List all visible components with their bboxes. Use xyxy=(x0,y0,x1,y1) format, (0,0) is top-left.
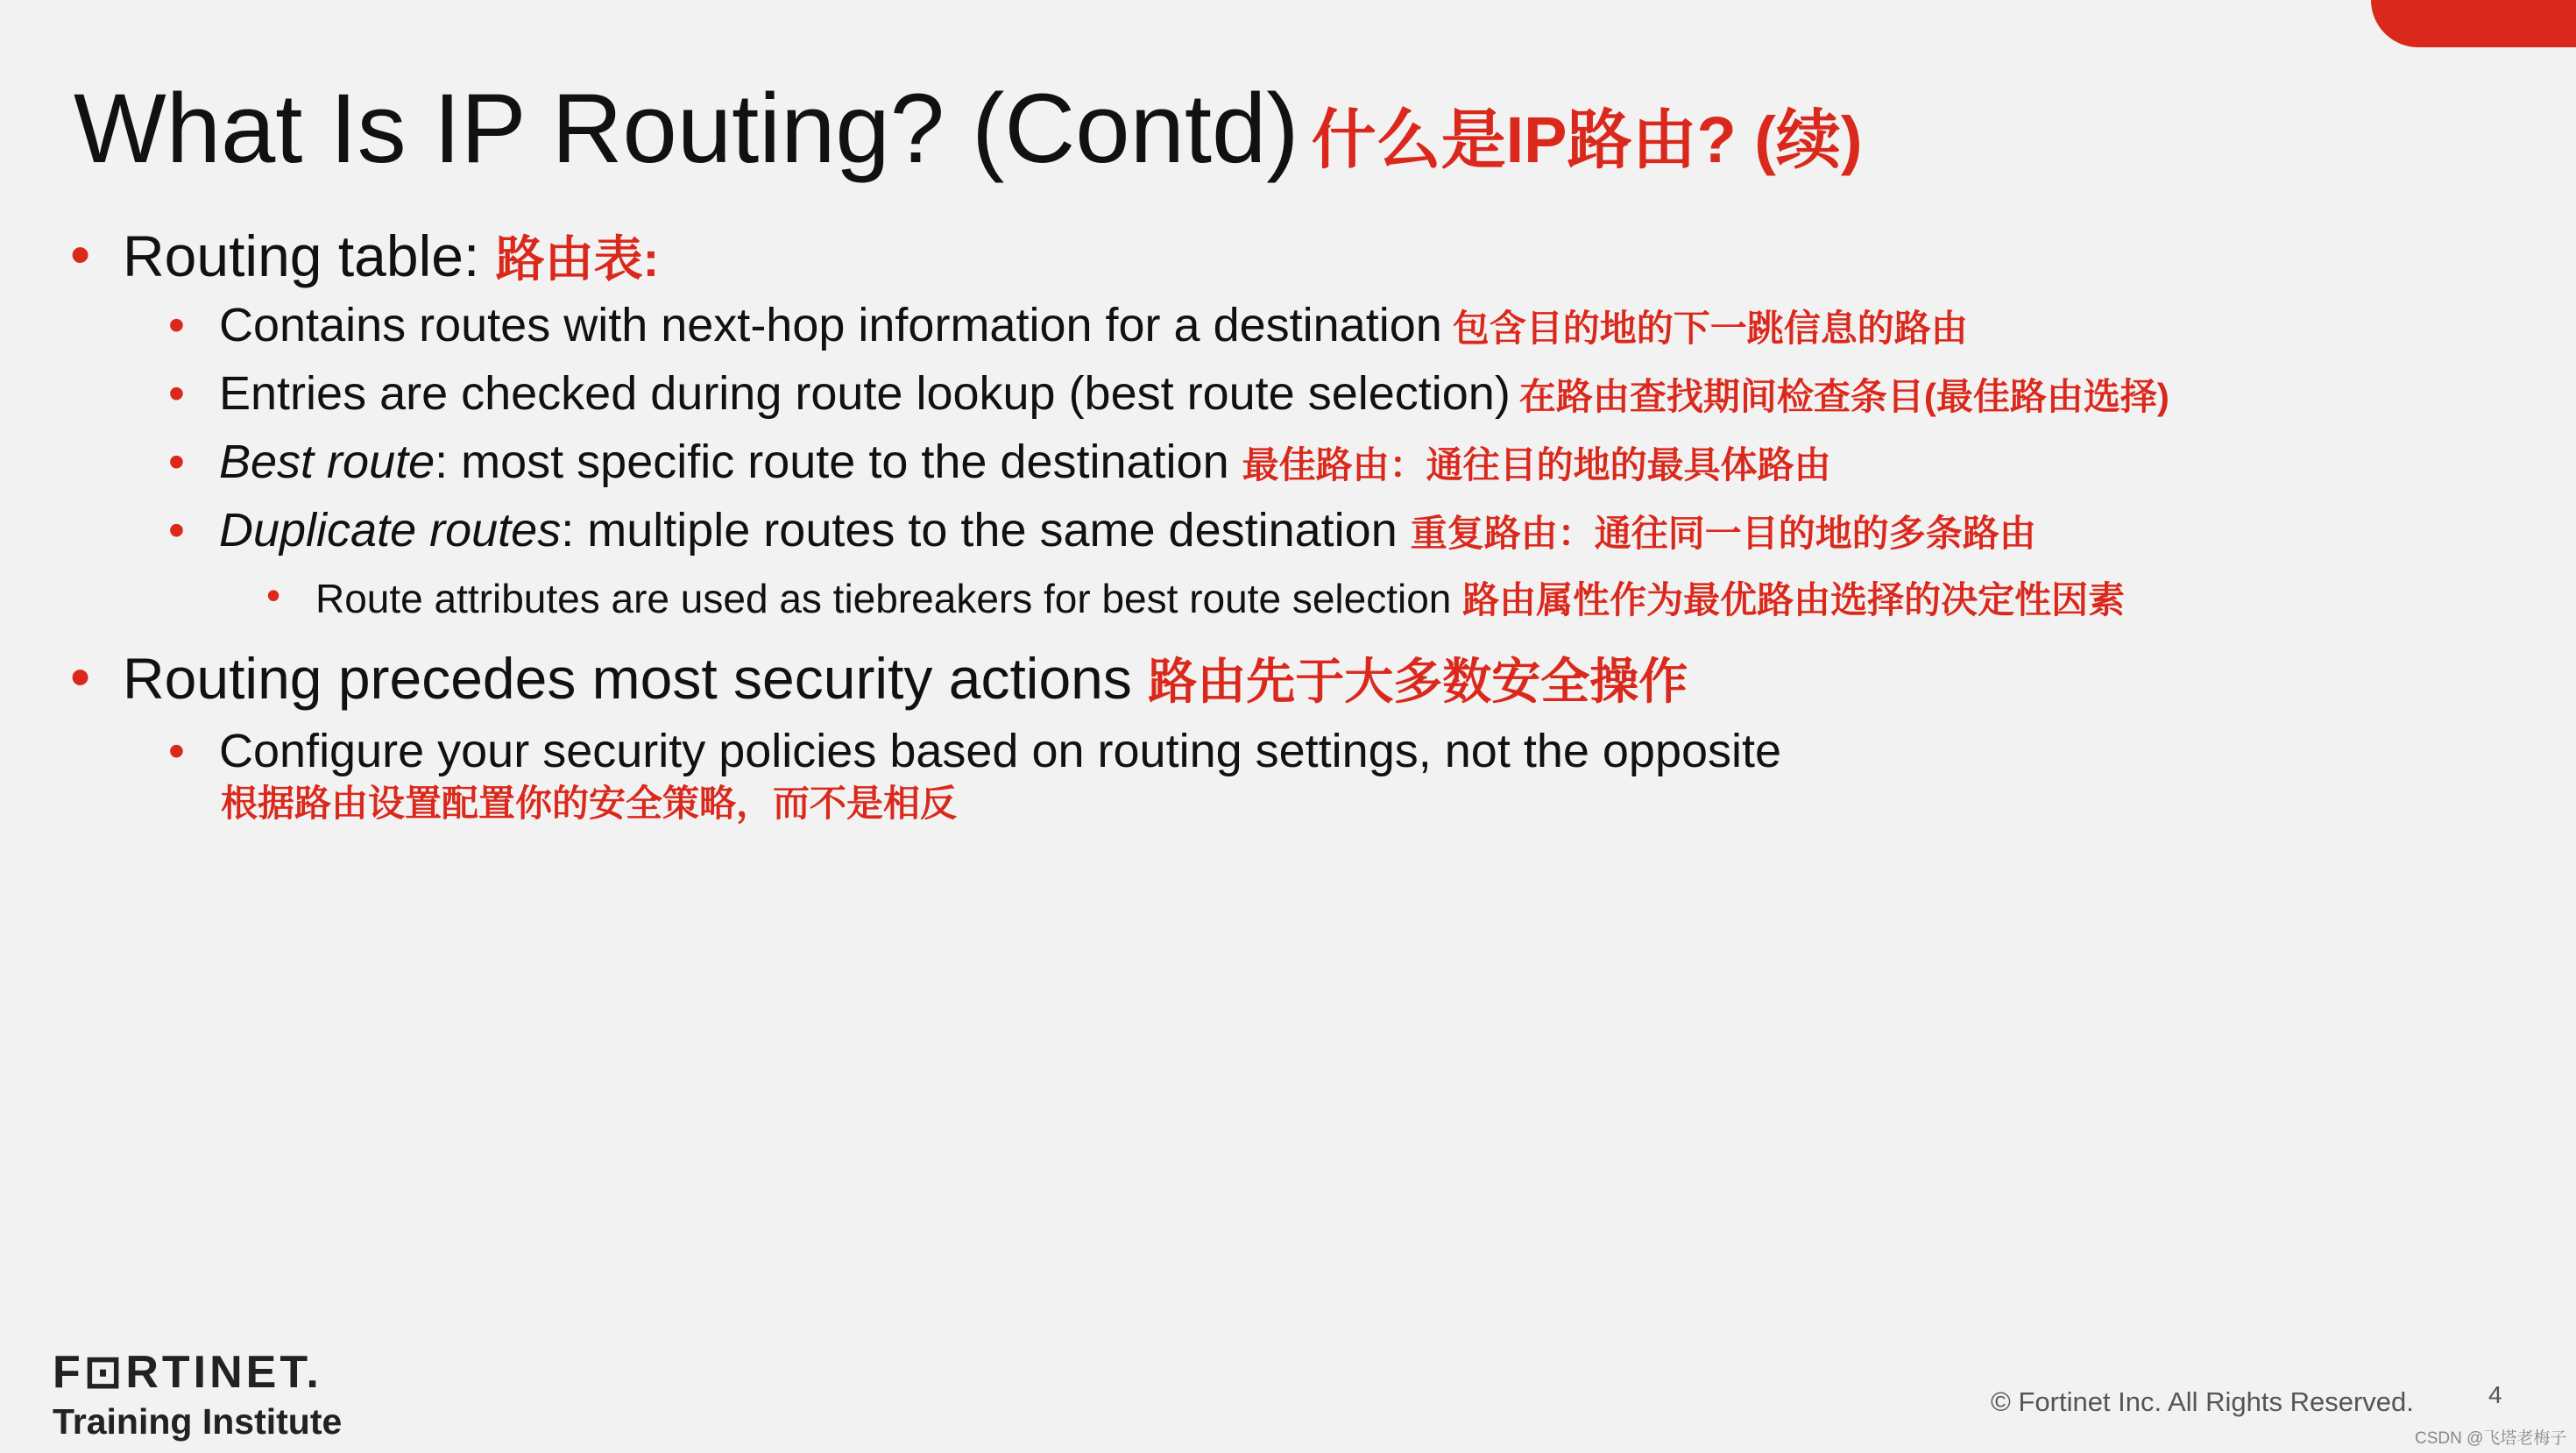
bullet-text: Routing table: xyxy=(123,223,496,288)
bullet-text-cn: 根据路由设置配置你的安全策略，而不是相反 xyxy=(221,783,958,824)
logo-subtitle: Training Institute xyxy=(53,1401,343,1442)
title-chinese: 什么是IP路由? (续) xyxy=(1311,103,1863,176)
bullet-dot: • xyxy=(168,436,185,488)
bullet-text: Entries are checked during route lookup (best route selection) xyxy=(219,367,1511,420)
bullet-text: Routing precedes most security actions xyxy=(123,646,1149,711)
bullet-text: Contains routes with next-hop information for a destination xyxy=(219,299,1442,351)
bullet-contains-routes xyxy=(168,298,1968,352)
watermark: CSDN @飞塔老梅子 xyxy=(2415,1429,2567,1448)
bullet-dot: • xyxy=(168,725,185,777)
bullet-configure-policies xyxy=(168,724,1781,778)
bullet-text: Configure your security policies based on routing settings, not the opposite xyxy=(219,725,1782,777)
fortinet-logo xyxy=(53,1347,343,1442)
bullet-entries-checked xyxy=(168,366,2169,421)
page-number: 4 xyxy=(2488,1381,2502,1408)
bullet-text-cn: 在路由查找期间检查条目(最佳路由选择) xyxy=(1518,376,2169,417)
bullet-text: : multiple routes to the same destination xyxy=(561,504,1411,556)
bullet-text-cn: 包含目的地的下一跳信息的路由 xyxy=(1452,308,1968,349)
bullet-text: Route attributes are used as tiebreakers for best route selection xyxy=(315,576,1463,621)
bullet-text-cn: 路由表: xyxy=(495,231,660,287)
bullet-dot: • xyxy=(168,504,185,556)
bullet-text-cn: 路由先于大多数安全操作 xyxy=(1148,654,1688,709)
bullet-text-cn: 重复路由：通往同一目的地的多条路由 xyxy=(1410,513,2036,554)
bullet-dot: • xyxy=(168,299,185,351)
bullet-text-italic: Best route xyxy=(219,436,435,488)
bullet-text-cn: 路由属性作为最优路由选择的决定性因素 xyxy=(1462,579,2126,620)
corner-accent-bar xyxy=(2371,0,2576,47)
bullet-dot: • xyxy=(266,572,281,618)
bullet-dot: • xyxy=(70,222,91,287)
bullet-routing-precedes xyxy=(70,643,1688,713)
bullet-dot: • xyxy=(168,367,185,420)
bullet-routing-table xyxy=(70,221,659,291)
title-english: What Is IP Routing? (Contd) xyxy=(74,74,1299,183)
bullet-route-attributes xyxy=(266,571,2125,624)
page-title xyxy=(74,72,1863,185)
bullet-text: : most specific route to the destination xyxy=(435,436,1242,488)
bullet-duplicate-routes xyxy=(168,503,2036,557)
bullet-dot: • xyxy=(70,644,91,709)
bullet-text-italic: Duplicate routes xyxy=(219,504,562,556)
bullet-best-route xyxy=(168,435,1831,489)
copyright-text: © Fortinet Inc. All Rights Reserved. xyxy=(1991,1386,2414,1417)
bullet-text-cn: 最佳路由：通往目的地的最具体路由 xyxy=(1242,444,1831,486)
logo-wordmark: F⊡RTINET. xyxy=(53,1347,322,1398)
